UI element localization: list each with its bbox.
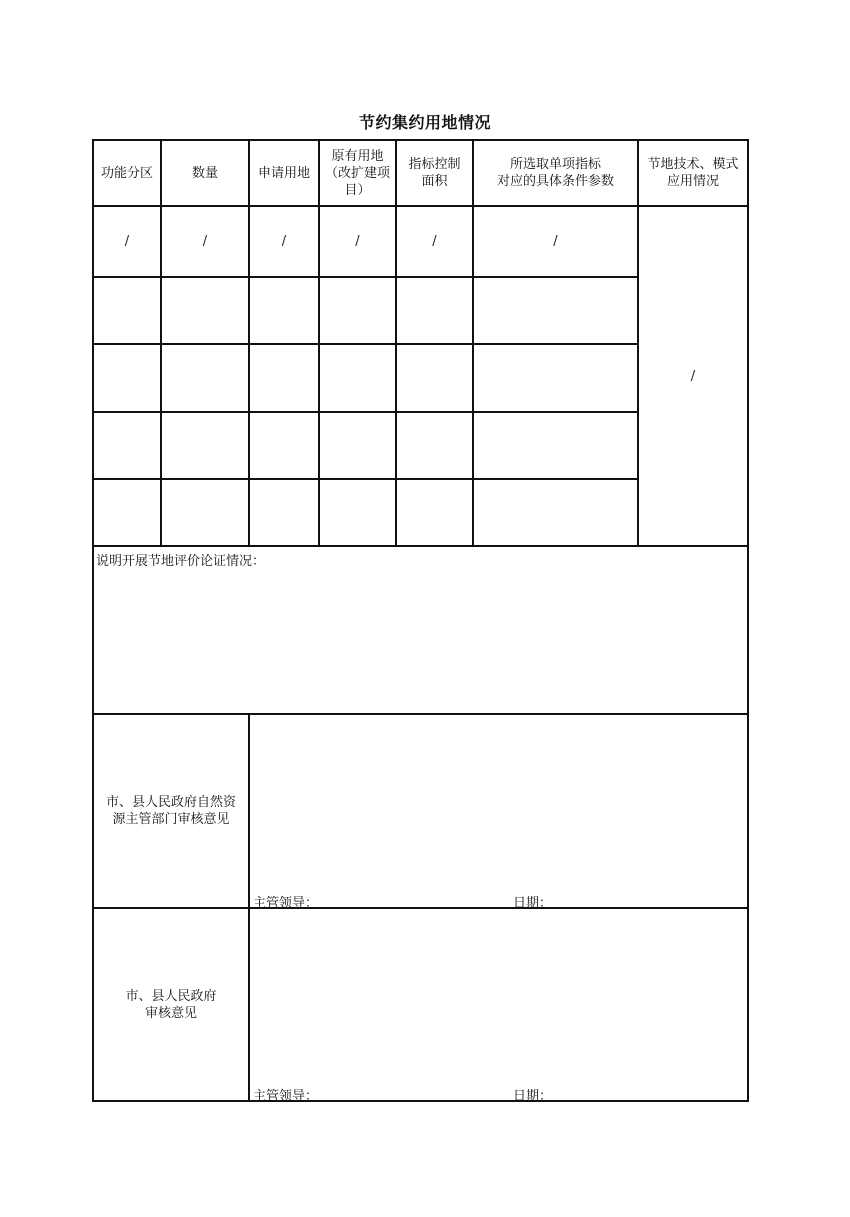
table-cell[interactable] <box>320 480 395 545</box>
table-cell[interactable]: / <box>553 234 558 249</box>
review-label-line: 市、县人民政府 <box>125 988 217 1004</box>
table-cell[interactable] <box>397 345 472 411</box>
table-cell[interactable] <box>474 278 637 343</box>
review-label-line: 市、县人民政府自然资 <box>105 795 236 810</box>
review-label-natural-resources <box>94 715 248 907</box>
table-border-bottom <box>92 1100 749 1102</box>
table-cell[interactable] <box>474 413 637 478</box>
table-cell[interactable] <box>320 345 395 411</box>
table-cell[interactable] <box>250 345 318 411</box>
header-text: 所选取单项指标 <box>509 157 601 172</box>
supervisor-label: 主管领导： <box>253 1089 319 1104</box>
table-cell[interactable] <box>250 278 318 343</box>
table-cell[interactable] <box>474 345 637 411</box>
header-text: 数量 <box>191 165 218 181</box>
review-label-line: 审核意见 <box>144 1005 197 1021</box>
table-cell[interactable] <box>397 480 472 545</box>
table-cell[interactable]: / <box>124 234 130 249</box>
table-cell[interactable] <box>474 480 637 545</box>
table-border-right <box>747 139 749 1102</box>
page-title: 节约集约用地情况 <box>358 113 491 132</box>
table-cell[interactable] <box>162 278 248 343</box>
supervisor-label: 主管领导： <box>253 896 319 911</box>
table-cell[interactable] <box>94 480 160 545</box>
review-opinion-field[interactable] <box>250 909 747 1079</box>
date-label: 日期： <box>513 1089 553 1104</box>
review-label-government <box>94 909 248 1100</box>
table-cell[interactable] <box>250 480 318 545</box>
date-label: 日期： <box>513 896 553 911</box>
table-cell[interactable] <box>94 345 160 411</box>
table-cell[interactable] <box>397 278 472 343</box>
header-applied-land <box>250 141 318 205</box>
header-function-zone <box>94 141 160 205</box>
table-cell[interactable] <box>162 345 248 411</box>
table-cell[interactable] <box>397 413 472 478</box>
header-land-saving-tech <box>639 141 747 205</box>
description-field[interactable] <box>94 570 747 713</box>
header-condition-params <box>474 141 637 205</box>
table-cell[interactable] <box>250 413 318 478</box>
table-cell[interactable] <box>94 278 160 343</box>
review-label-line: 源主管部门审核意见 <box>112 812 230 827</box>
header-indicator-area <box>397 141 472 205</box>
table-cell[interactable]: / <box>432 234 437 249</box>
header-text: 对应的具体条件参数 <box>496 174 614 189</box>
description-label: 说明开展节地评价论证情况： <box>96 554 266 569</box>
header-text: 原有用地 <box>331 148 384 164</box>
table-cell[interactable]: / <box>202 234 208 249</box>
header-text: 目） <box>344 182 371 198</box>
table-cell[interactable] <box>94 413 160 478</box>
table-cell[interactable] <box>162 480 248 545</box>
grid-bottom-divider <box>92 545 749 547</box>
header-text: 指标控制 <box>408 157 461 172</box>
table-cell[interactable] <box>320 278 395 343</box>
table-cell[interactable] <box>162 413 248 478</box>
table-cell[interactable]: / <box>355 234 360 249</box>
header-quantity <box>162 141 248 205</box>
header-text: （改扩建项 <box>324 165 390 181</box>
table-cell[interactable] <box>320 413 395 478</box>
header-text: 功能分区 <box>100 165 153 181</box>
merged-land-saving-cell[interactable]: / <box>690 368 696 384</box>
header-text: 应用情况 <box>666 174 719 189</box>
header-text: 节地技术、模式 <box>647 157 739 172</box>
table-cell[interactable]: / <box>281 234 287 249</box>
header-existing-land <box>320 141 395 205</box>
header-text: 申请用地 <box>257 165 310 181</box>
header-text: 面积 <box>421 174 448 189</box>
review-opinion-field[interactable] <box>250 715 747 885</box>
